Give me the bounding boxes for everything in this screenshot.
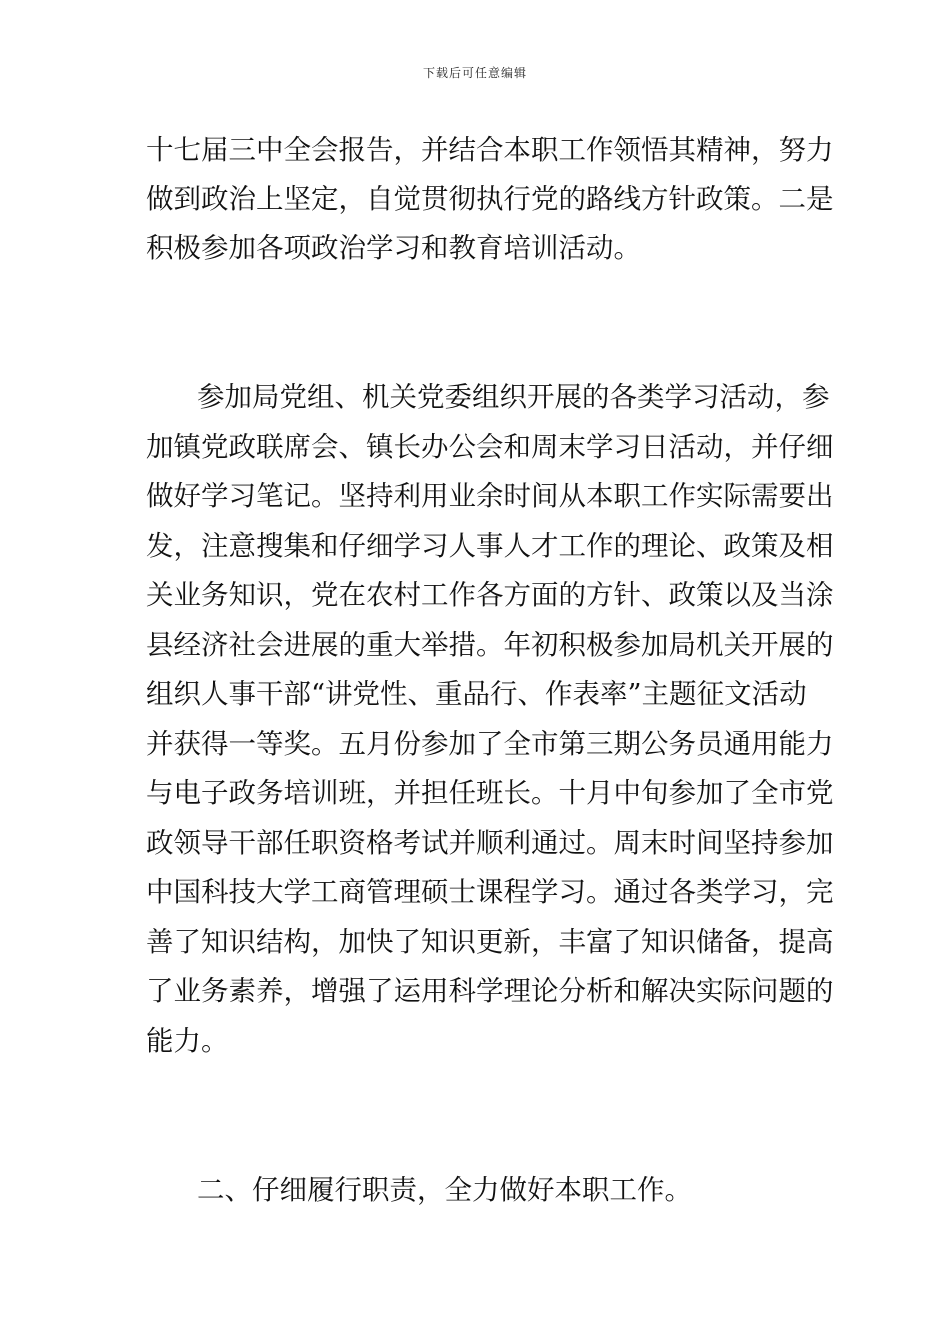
- text-line: 做到政治上坚定，自觉贯彻执行党的路线方针政策。二是: [146, 183, 834, 215]
- text-line: 政领导干部任职资格考试并顺利通过。周末时间坚持参加: [146, 827, 834, 859]
- text-line: 能力。: [146, 1025, 229, 1057]
- text-line: 县经济社会进展的重大举措。年初积极参加局机关开展的: [146, 629, 834, 661]
- text-line: 并获得一等奖。五月份参加了全市第三期公务员通用能力: [146, 728, 834, 760]
- text-line: 善了知识结构，加快了知识更新，丰富了知识储备，提高: [146, 926, 834, 958]
- text-line: 关业务知识，党在农村工作各方面的方针、政策以及当涂: [146, 579, 834, 611]
- page-header: 下载后可任意编辑: [422, 66, 527, 80]
- text-line: 积极参加各项政治学习和教育培训活动。: [146, 232, 641, 264]
- text-line: 了业务素养，增强了运用科学理论分析和解决实际问题的: [146, 975, 834, 1007]
- text-line: 做好学习笔记。坚持利用业余时间从本职工作实际需要出: [146, 480, 834, 512]
- text-line: 加镇党政联席会、镇长办公会和周末学习日活动，并仔细: [146, 431, 834, 463]
- text-line: 二、仔细履行职责，全力做好本职工作。: [197, 1174, 692, 1206]
- text-line: 十七届三中全会报告，并结合本职工作领悟其精神，努力: [146, 134, 834, 166]
- text-line: 参加局党组、机关党委组织开展的各类学习活动，参: [197, 381, 830, 413]
- text-line: 中国科技大学工商管理硕士课程学习。通过各类学习，完: [146, 876, 834, 908]
- text-line: 组织人事干部“讲党性、重品行、作表率”主题征文活动: [146, 678, 807, 710]
- text-line: 与电子政务培训班，并担任班长。十月中旬参加了全市党: [146, 777, 834, 809]
- text-line: 发，注意搜集和仔细学习人事人才工作的理论、政策及相: [146, 530, 834, 562]
